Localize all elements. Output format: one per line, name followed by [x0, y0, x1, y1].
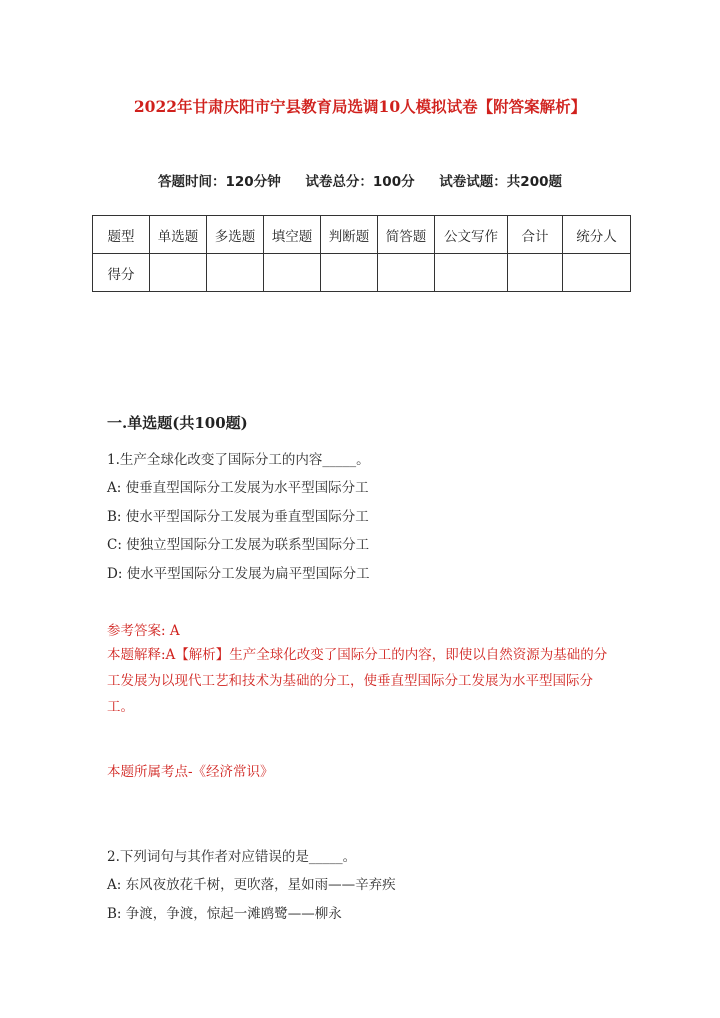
question-stem: 2.下列词句与其作者对应错误的是_____。 [107, 849, 357, 865]
score-table-header: 统分人 [563, 216, 631, 254]
score-table-header: 多选题 [207, 216, 264, 254]
exam-time: 答题时间：120分钟 [158, 174, 281, 190]
score-cell [435, 254, 508, 292]
score-table-header: 判断题 [321, 216, 378, 254]
score-table-header: 单选题 [150, 216, 207, 254]
score-cell [207, 254, 264, 292]
score-table-score-row [93, 254, 631, 292]
question-option: A: 东风夜放花千树，更吹落，星如雨——辛弃疾 [107, 877, 396, 893]
score-table-header: 简答题 [378, 216, 435, 254]
score-cell [264, 254, 321, 292]
question-option: C: 使独立型国际分工发展为联系型国际分工 [107, 537, 370, 553]
exam-question-count: 试卷试题：共200题 [439, 174, 562, 190]
score-table-header: 公文写作 [435, 216, 508, 254]
score-cell [378, 254, 435, 292]
answer-explanation: 本题解释:A【解析】生产全球化改变了国际分工的内容，即使以自然资源为基础的分工发展为以现代工艺和技术为基础的分工，使垂直型国际分工发展为水平型国际分工。 [107, 647, 608, 715]
question-option: A: 使垂直型国际分工发展为水平型国际分工 [107, 480, 369, 496]
score-cell [563, 254, 631, 292]
question-option: B: 使水平型国际分工发展为垂直型国际分工 [107, 509, 369, 525]
score-cell [150, 254, 207, 292]
score-row-label: 得分 [93, 254, 150, 292]
question-topic: 本题所属考点-《经济常识》 [107, 764, 274, 780]
score-cell [508, 254, 563, 292]
score-table [92, 215, 631, 292]
exam-meta [0, 170, 720, 190]
section-title: 一.单选题(共100题) [107, 414, 248, 432]
question-stem: 1.生产全球化改变了国际分工的内容_____。 [107, 452, 370, 468]
answer-reference: 参考答案: A [107, 623, 180, 639]
score-table-header: 合计 [508, 216, 563, 254]
document-title: 2022年甘肃庆阳市宁县教育局选调10人模拟试卷【附答案解析】 [133, 97, 587, 116]
score-table-header: 题型 [93, 216, 150, 254]
score-cell [321, 254, 378, 292]
question-option: B: 争渡，争渡，惊起一滩鸥鹭——柳永 [107, 906, 342, 922]
score-table-header-row [93, 216, 631, 254]
score-table-header: 填空题 [264, 216, 321, 254]
question-option: D: 使水平型国际分工发展为扁平型国际分工 [107, 566, 370, 582]
exam-total-score: 试卷总分：100分 [305, 174, 415, 190]
